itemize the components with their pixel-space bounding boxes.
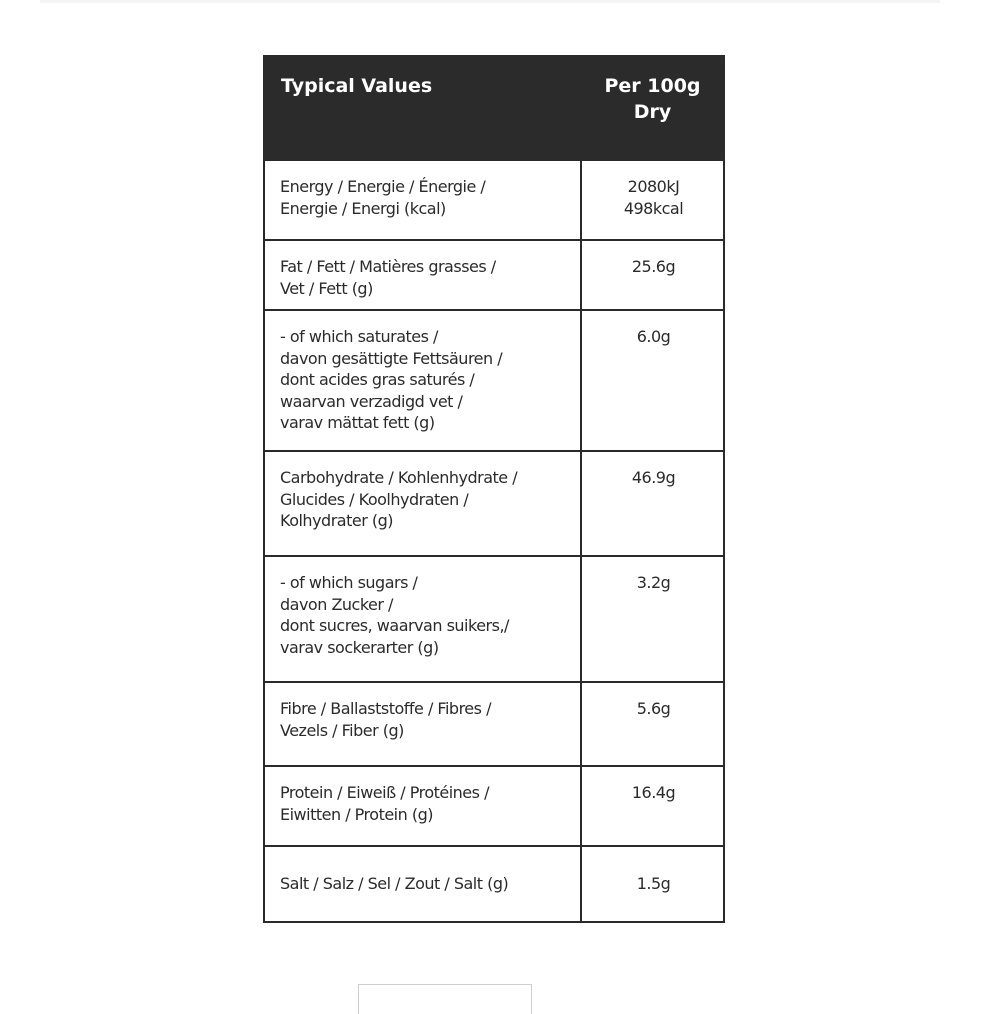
- row-saturates-value: 6.0g: [580, 309, 725, 450]
- row-energy-label: Energy / Energie / Énergie / Energie / Energi (kcal): [265, 159, 580, 239]
- row-salt-label: Salt / Salz / Sel / Zout / Salt (g): [265, 845, 580, 923]
- row-salt-value: 1.5g: [580, 845, 725, 923]
- row-protein-value: 16.4g: [580, 765, 725, 845]
- header-per-100g-dry: Per 100g Dry: [580, 57, 725, 159]
- row-fibre-value: 5.6g: [580, 681, 725, 765]
- row-saturates-label: - of which saturates / davon gesättigte Fettsäuren / dont acides gras saturés / waarvan verzadigd vet / varav mättat fett (g): [265, 309, 580, 450]
- row-protein-label: Protein / Eiweiß / Protéines / Eiwitten / Protein (g): [265, 765, 580, 845]
- row-fat-value: 25.6g: [580, 239, 725, 309]
- row-fat-label: Fat / Fett / Matières grasses / Vet / Fett (g): [265, 239, 580, 309]
- header-typical-values: Typical Values: [265, 57, 580, 159]
- row-fibre-label: Fibre / Ballaststoffe / Fibres / Vezels / Fiber (g): [265, 681, 580, 765]
- row-carbohydrate-label: Carbohydrate / Kohlenhydrate / Glucides / Koolhydraten / Kolhydrater (g): [265, 450, 580, 555]
- row-energy-value: 2080kJ 498kcal: [580, 159, 725, 239]
- bottom-frame: [358, 984, 532, 1014]
- top-divider: [40, 0, 940, 3]
- row-sugars-value: 3.2g: [580, 555, 725, 681]
- row-carbohydrate-value: 46.9g: [580, 450, 725, 555]
- row-sugars-label: - of which sugars / davon Zucker / dont sucres, waarvan suikers,/ varav sockerarter (g): [265, 555, 580, 681]
- nutrition-table: [263, 55, 725, 923]
